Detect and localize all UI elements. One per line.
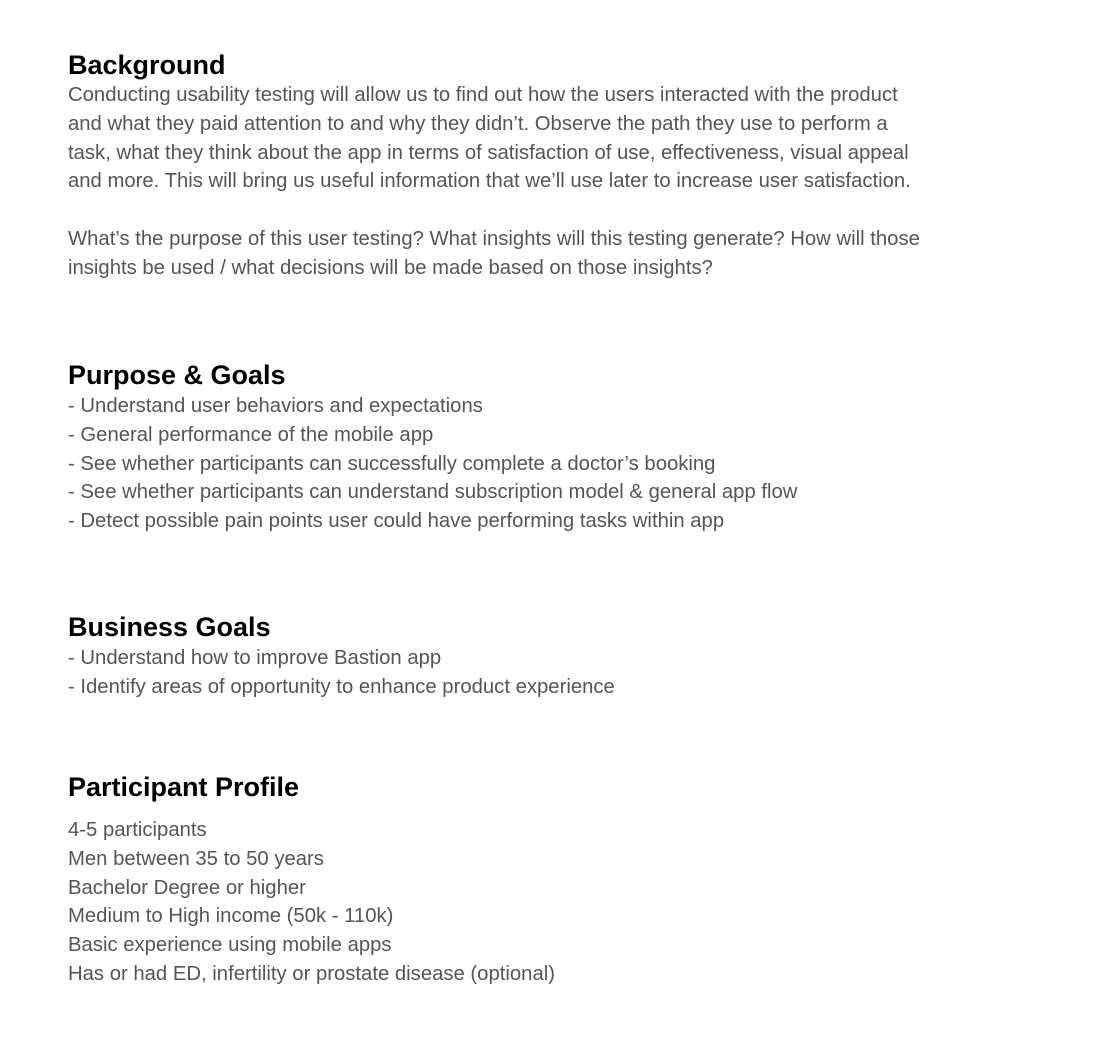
- paragraph-line: and more. This will bring us useful information that we’ll use later to increase user satisfaction.: [68, 170, 911, 193]
- purpose-section: [68, 358, 797, 536]
- paragraph-line: task, what they think about the app in terms of satisfaction of use, effectiveness, visual appeal: [68, 141, 909, 164]
- list-item: Medium to High income (50k - 110k): [68, 905, 394, 928]
- paragraph-line: and what they paid attention to and why they didn’t. Observe the path they use to perform a: [68, 112, 888, 135]
- list-item: Basic experience using mobile apps: [68, 934, 392, 957]
- section-heading: Participant Profile: [68, 772, 300, 802]
- list-item: Men between 35 to 50 years: [68, 847, 324, 870]
- list-item: - See whether participants can successfully complete a doctor’s booking: [68, 452, 716, 475]
- list-item: - Understand how to improve Bastion app: [68, 647, 442, 669]
- section-heading: Background: [68, 50, 226, 80]
- section-heading: Business Goals: [68, 612, 271, 642]
- list-item: - Identify areas of opportunity to enhance product experience: [68, 675, 615, 698]
- paragraph-line: What’s the purpose of this user testing? What insights will this testing generate? How will those: [68, 227, 920, 250]
- list-item: - See whether participants can understand subscription model & general app flow: [68, 481, 798, 504]
- section-heading: Purpose & Goals: [68, 360, 286, 390]
- list-item: Has or had ED, infertility or prostate disease (optional): [68, 962, 555, 985]
- list-item: Bachelor Degree or higher: [68, 876, 306, 899]
- paragraph-line: Conducting usability testing will allow us to find out how the users interacted with the product: [68, 84, 898, 106]
- list-item: - Understand user behaviors and expectations: [68, 395, 483, 417]
- background-section: [68, 48, 920, 283]
- paragraph-line: insights be used / what decisions will be made based on those insights?: [68, 256, 713, 279]
- business-section: [68, 610, 615, 702]
- list-item: - General performance of the mobile app: [68, 423, 434, 446]
- participants-section: [68, 770, 555, 989]
- list-item: 4-5 participants: [68, 819, 207, 841]
- list-item: - Detect possible pain points user could have performing tasks within app: [68, 510, 725, 533]
